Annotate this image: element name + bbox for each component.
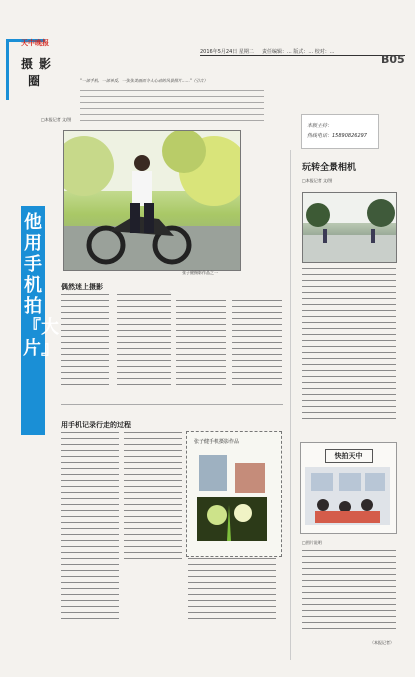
sidebar-bottom-byline: （本报记者） <box>370 640 394 645</box>
section1-col4 <box>232 300 282 390</box>
photo2-label: 张子健手机摄影作品 <box>194 439 240 445</box>
section1-title: 偶然迷上摄影 <box>61 283 103 291</box>
hotline-title: 本版主持： <box>307 123 333 129</box>
quick-shot-title: 快拍天中 <box>325 449 373 463</box>
sidebar-body-2 <box>302 550 396 634</box>
section2-title: 用手机记录行走的过程 <box>61 421 131 429</box>
hotline-phone: 热线电话：15890826297 <box>307 133 367 139</box>
section-divider <box>61 404 283 405</box>
editor-line: 责任编辑：... 版式：... 校对：... <box>262 49 335 55</box>
sidebar-title: 玩转全景相机 <box>302 163 357 173</box>
flower-photo-box <box>186 431 282 557</box>
intro-quote-lines <box>80 90 264 126</box>
sidebar-divider <box>290 150 291 660</box>
intro-quote: "一部手机、一部单反、一张张美丽而令人心动的风景照片……"（引言） <box>80 78 208 83</box>
headline-text: 他用手机拍『大片』 <box>23 212 59 359</box>
panorama-photo <box>302 192 397 263</box>
quick-shot-box <box>300 442 397 534</box>
sidebar-byline: □本报记者 文/图 <box>302 178 333 183</box>
sidebar-body-1 <box>302 268 396 420</box>
motorcycle-photo <box>63 130 241 271</box>
motorcycle-illustration <box>64 131 240 270</box>
header-rule <box>200 55 405 56</box>
paper-name: 天中晚报 <box>21 38 49 47</box>
section1-col3 <box>176 300 226 390</box>
flower-illustration <box>187 445 281 555</box>
date-line: 2016年5月24日 星期二 <box>200 49 254 55</box>
section2-col1 <box>61 432 119 622</box>
sidebar-bottom-caption: □图片说明 <box>302 540 322 545</box>
main-byline: □本报记者 文/图 <box>41 117 72 122</box>
section-char-1: 摄 <box>21 57 34 71</box>
page-number: B05 <box>381 53 405 66</box>
section1-col1 <box>61 294 109 390</box>
panorama-illustration <box>303 193 396 262</box>
section1-col2 <box>117 294 171 390</box>
section-char-3: 圈 <box>28 74 41 88</box>
hotline-box <box>301 114 379 149</box>
photo1-caption: 张子健摄影作品之一 <box>182 270 218 275</box>
section-char-2: 影 <box>39 57 52 71</box>
classroom-illustration <box>305 467 390 525</box>
section2-col3 <box>188 558 276 622</box>
section2-col2 <box>124 432 182 562</box>
